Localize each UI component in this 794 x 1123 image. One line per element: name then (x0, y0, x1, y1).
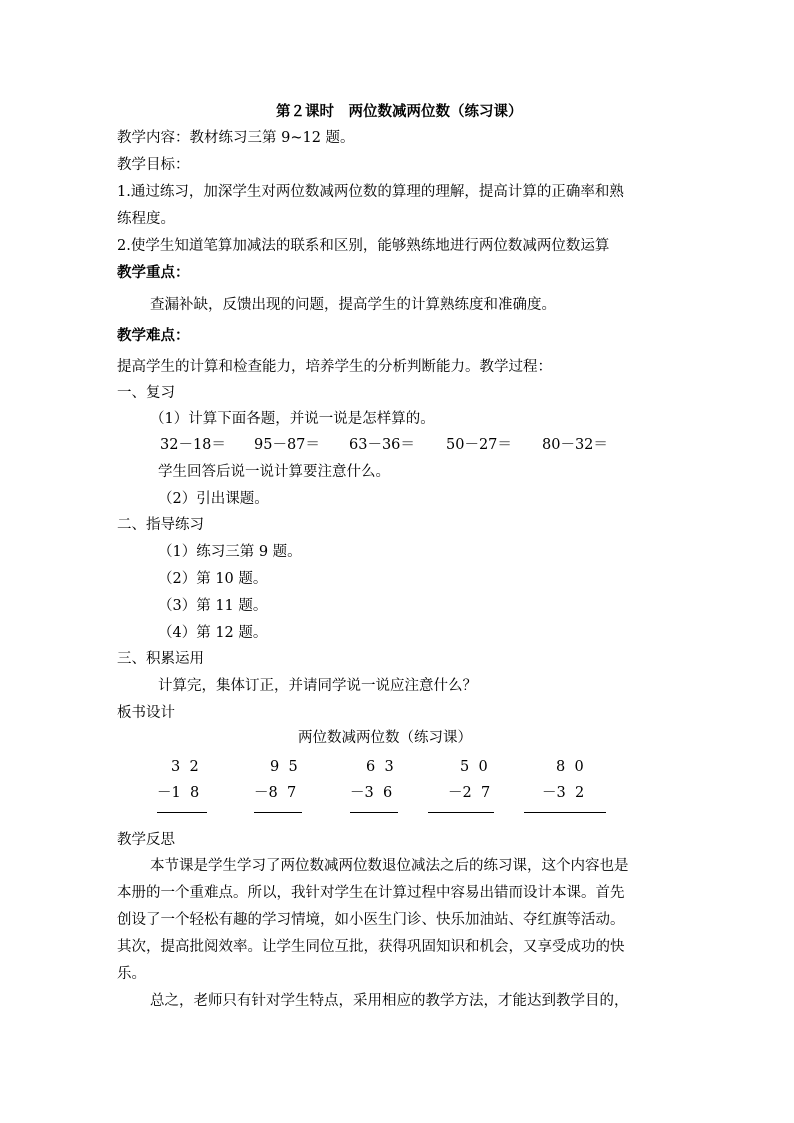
reflection-line: 创设了一个轻松有趣的学习情境，如小医生门诊、快乐加油站、夺红旗等活动。 (117, 912, 625, 928)
difficulty-text: 提高学生的计算和检查能力，培养学生的分析判断能力。教学过程： (117, 359, 552, 375)
review-item-2: （2）引出课题。 (158, 491, 269, 507)
board-minuend: 5 0 (460, 759, 488, 775)
key-points-text: 查漏补缺，反馈出现的问题，提高学生的计算熟练度和准确度。 (150, 297, 556, 313)
apply-text: 计算完，集体订正，并请同学说一说应注意什么？ (158, 678, 477, 694)
board-subtrahend: －2 7 (448, 785, 491, 801)
guided-item: （4）第 12 题。 (158, 625, 268, 641)
reflection-line: 总之，老师只有针对学生特点，采用相应的教学方法，才能达到教学目的， (150, 993, 629, 1009)
key-points-label: 教学重点： (117, 264, 190, 281)
review-equation: 95－87＝ (254, 437, 320, 453)
board-rule (350, 812, 398, 813)
reflection-label: 教学反思 (117, 832, 175, 848)
review-equation: 50－27＝ (446, 437, 512, 453)
board-subtrahend: －3 6 (350, 785, 393, 801)
review-item-1: （1）计算下面各题，并说一说是怎样算的。 (150, 411, 435, 427)
review-equation: 32－18＝ (160, 437, 226, 453)
board-title: 两位数减两位数（练习课） (298, 730, 472, 746)
board-rule (157, 812, 207, 813)
board-rule (254, 812, 302, 813)
difficulty-label: 教学难点： (117, 327, 190, 344)
objective-line-1-cont: 练程度。 (117, 211, 175, 227)
guided-item: （2）第 10 题。 (158, 571, 268, 587)
objective-line-1: 1.通过练习，加深学生对两位数减两位数的算理的理解，提高计算的正确率和熟 (117, 184, 624, 200)
guided-heading: 二、指导练习 (117, 517, 204, 533)
review-heading: 一、复习 (117, 385, 175, 401)
board-minuend: 9 5 (270, 759, 298, 775)
reflection-line: 其次，提高批阅效率。让学生同位互批，获得巩固知识和机会，又享受成功的快 (117, 939, 625, 955)
reflection-line: 本节课是学生学习了两位数减两位数退位减法之后的练习课，这个内容也是 (150, 858, 629, 874)
board-label: 板书设计 (117, 705, 175, 721)
objective-line-2: 2.使学生知道笔算加减法的联系和区别，能够熟练地进行两位数减两位数运算 (117, 238, 610, 254)
lesson-title: 第２课时 两位数减两位数（练习课） (276, 103, 523, 120)
reflection-line: 乐。 (117, 966, 146, 982)
review-equation: 80－32＝ (542, 437, 608, 453)
board-subtrahend: －3 2 (542, 785, 585, 801)
board-rule (524, 812, 606, 813)
board-minuend: 3 2 (171, 759, 199, 775)
board-subtrahend: －1 8 (157, 785, 200, 801)
board-minuend: 8 0 (556, 759, 584, 775)
board-rule (428, 812, 494, 813)
review-after: 学生回答后说一说计算要注意什么。 (158, 464, 390, 480)
guided-item: （1）练习三第 9 题。 (158, 544, 302, 560)
objectives-label: 教学目标： (117, 157, 190, 173)
content-line: 教学内容：教材练习三第 9~12 题。 (117, 130, 355, 146)
apply-heading: 三、积累运用 (117, 651, 204, 667)
board-subtrahend: －8 7 (254, 785, 297, 801)
review-equation: 63－36＝ (349, 437, 415, 453)
board-minuend: 6 3 (366, 759, 394, 775)
reflection-line: 本册的一个重难点。所以，我针对学生在计算过程中容易出错而设计本课。首先 (117, 885, 625, 901)
guided-item: （3）第 11 题。 (158, 598, 268, 614)
